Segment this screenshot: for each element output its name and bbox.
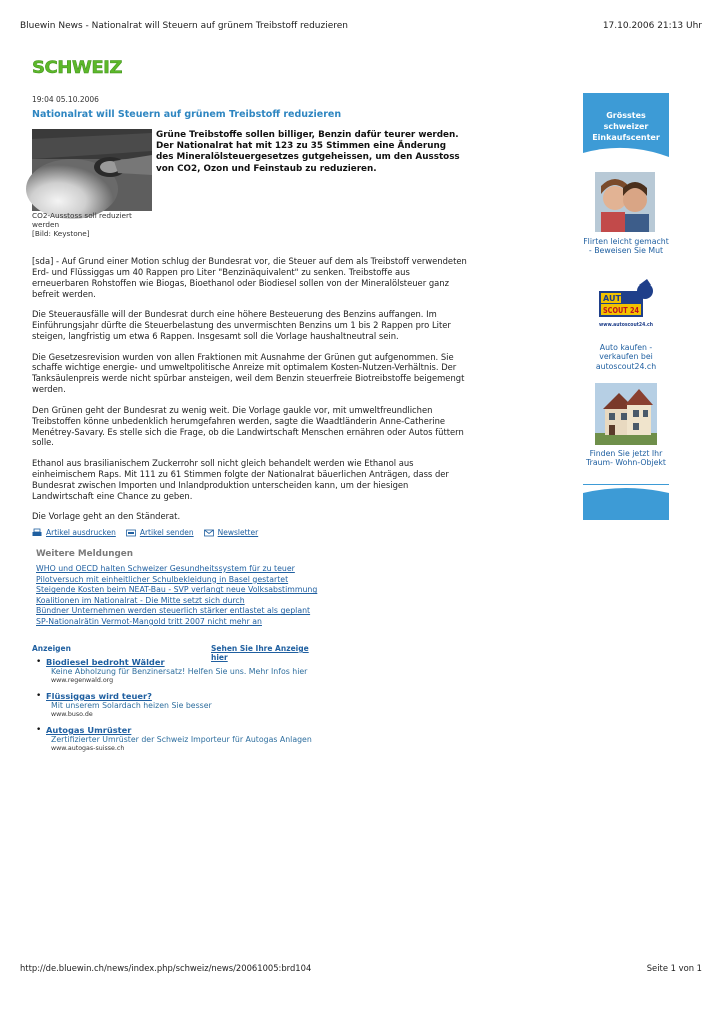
article-paragraph: Die Vorlage geht an den Ständerat. [32, 511, 181, 522]
more-news-link[interactable]: Pilotversuch mit einheitlicher Schulbekleidung in Basel gestartet [36, 574, 289, 584]
article-headline: Nationalrat will Steuern auf grünem Treibstoff reduzieren [32, 109, 342, 120]
caption-line: werden [32, 220, 60, 229]
article-paragraph: Ethanol aus brasilianischem Zuckerrohr soll nicht gleich behandelt werden wie Ethanol aus einheimischem Raps. Mit 111 zu 61 Stimmen folgte der Nationalrat bäuerlichen Anträgen, dass der Bundesrat zwischen Importen und Inlandproduktion unterscheiden kann, um der hiesigen Landwirtschaft eine Chance zu geben. [32, 457, 449, 501]
autoscout-logo-url: www.autoscout24.ch [599, 322, 654, 328]
print-header-datetime: 17.10.2006 21:13 Uhr [602, 21, 702, 31]
ads-label: Anzeigen [32, 644, 71, 653]
more-news-title: Weitere Meldungen [36, 549, 133, 559]
print-footer-url: http://de.bluewin.ch/news/index.php/schweiz/news/20061005:brd104 [20, 963, 312, 973]
send-article-link[interactable] [126, 528, 194, 537]
article-photo-exhaust [32, 129, 152, 211]
bullet-icon: • [36, 691, 42, 701]
autoscout-logo[interactable] [597, 277, 655, 331]
flirt-couple-photo[interactable] [595, 172, 655, 232]
article-paragraph: [sda] - Auf Grund einer Motion schlug der Bundesrat vor, die Steuer auf dem als Treibstoff verwendeten Erd- und Flüssiggas um 40 Rappen pro Liter "Benzinäquivalent" zu senken. Treibstoffe aus erneuerbaren Rohstoffen wie Biogas, Bioethanol oder Biodiesel sollen von der Mineralölsteuer ganz befreit werden. [32, 256, 467, 299]
ad-description: Mit unserem Solardach heizen Sie besser [51, 701, 212, 710]
article-body [32, 256, 468, 532]
ads-list [36, 657, 336, 759]
banner-wave-shape [583, 485, 669, 499]
caption-credit: [Bild: Keystone] [32, 229, 90, 238]
more-news-list [36, 564, 346, 628]
shopping-banner-line: Einkaufscenter [592, 133, 660, 142]
ad-description: Keine Abholzung für Benzinersatz! Helfen Sie uns. Mehr Infos hier [51, 667, 308, 676]
more-news-link[interactable]: Steigende Kosten beim NEAT-Bau - SVP verlangt neue Volksabstimmung [36, 585, 318, 595]
more-news-link[interactable]: Koalitionen im Nationalrat - Die Mitte setzt sich durch [36, 595, 245, 605]
ad-url: www.autogas-suisse.ch [51, 745, 125, 752]
bullet-icon: • [36, 725, 42, 735]
print-article-link[interactable] [32, 528, 116, 537]
article-paragraph: Die Gesetzesrevision wurden von allen Fraktionen mit Ausnahme der Grünen gut aufgenommen. Sie schaffe wichtige energie- und umweltpolitische Anreize mit optimalem Kosten-Nutzen-Verhältnis. Der Tanksäulenpreis werde nicht spürbar ansteigen, weil dem Benzin steuerfreie Biotreibstoffe beigemengt werden. [32, 351, 465, 395]
send-article-label: Artikel senden [139, 528, 194, 537]
shopping-center-banner[interactable] [583, 93, 669, 165]
real-estate-ad-link[interactable]: Finden Sie jetzt Ihr Traum- Wohn-Objekt [586, 449, 666, 468]
more-news-link[interactable]: Bündner Unternehmen werden steuerlich stärker entlastet als geplant [36, 606, 311, 616]
more-news-link[interactable]: SP-Nationalrätin Vermot-Mangold tritt 2007 nicht mehr an [36, 616, 262, 626]
bullet-icon: • [36, 657, 42, 667]
photo-caption [32, 211, 147, 238]
shopping-banner-line: Grösstes schweizer [603, 111, 649, 131]
ad-item [36, 691, 336, 719]
more-news-link[interactable]: WHO und OECD halten Schweizer Gesundheitssystem für zu teuer [36, 564, 295, 573]
article-lead: Grüne Treibstoffe sollen billiger, Benzin dafür teurer werden. Der Nationalrat hat mit 123 zu 35 Stimmen eine Änderung des Mineralölsteuergesetzes gutgeheissen, um den Ausstoss von CO2, Ozon und Feinstaub zu reduzieren. [156, 130, 460, 174]
print-article-label: Artikel ausdrucken [46, 528, 116, 537]
newsletter-link[interactable] [204, 528, 259, 537]
bottom-banner[interactable] [583, 484, 669, 520]
ad-title-link[interactable]: Autogas Umrüster [46, 725, 132, 735]
article-timestamp: 19:04 05.10.2006 [32, 95, 99, 104]
ad-url: www.buso.de [51, 711, 93, 718]
caption-line: CO2-Ausstoss soll reduziert [32, 211, 132, 220]
print-header-title: Bluewin News - Nationalrat will Steuern auf grünem Treibstoff reduzieren [20, 21, 348, 31]
ad-title-link[interactable]: Flüssiggas wird teuer? [46, 691, 152, 701]
newsletter-label: Newsletter [217, 528, 259, 537]
ad-item [36, 657, 336, 685]
ad-url: www.regenwald.org [51, 677, 114, 684]
banner-wave-shape [583, 145, 669, 165]
house-photo[interactable] [595, 383, 657, 445]
envelope-icon [204, 529, 214, 537]
ads-own-ad-link[interactable]: Sehen Sie Ihre Anzeige hier [211, 644, 309, 662]
article-tools [32, 528, 258, 537]
section-logo-text: SCHWEIZ [32, 58, 123, 78]
print-footer-page: Seite 1 von 1 [646, 963, 702, 973]
ad-title-link[interactable]: Biodiesel bedroht Wälder [46, 657, 165, 667]
flirt-ad-link[interactable]: Flirten leicht gemacht - Beweisen Sie Mut [583, 237, 669, 256]
article-paragraph: Die Steuerausfälle will der Bundesrat durch eine höhere Besteuerung des Benzins auffangen. Im Einführungsjahr dürfte die Steuerbelastung des unvermischten Benzins um 1 bis 2 Rappen pro Liter steigen, langfristig um etwa 6 Rappen. Insgesamt soll die Vorlage haushaltneutral sein. [32, 309, 451, 342]
shopping-banner-text [583, 110, 669, 143]
article-paragraph: Den Grünen geht der Bundesrat zu wenig weit. Die Vorlage gaukle vor, mit umweltfreundlichen Treibstoffen könne unbedenklich herumgefahren werden, sagte die Waadtländerin Anne-Catherine Menétrey-Savary. Es stelle sich die Frage, ob die Landwirtschaft Menschen ernähren oder Autos füttern solle. [32, 404, 464, 448]
autoscout-ad-link[interactable]: Auto kaufen - verkaufen bei autoscout24.ch [595, 343, 657, 371]
printer-icon [32, 529, 42, 537]
section-logo[interactable] [32, 58, 124, 80]
send-icon [126, 529, 136, 537]
ad-item [36, 725, 336, 753]
ad-description: Zertifizierter Umrüster der Schweiz Importeur für Autogas Anlagen [51, 735, 312, 744]
autoscout-logo-line: AUTO [603, 294, 628, 303]
autoscout-logo-line: SCOUT 24 [603, 306, 639, 315]
